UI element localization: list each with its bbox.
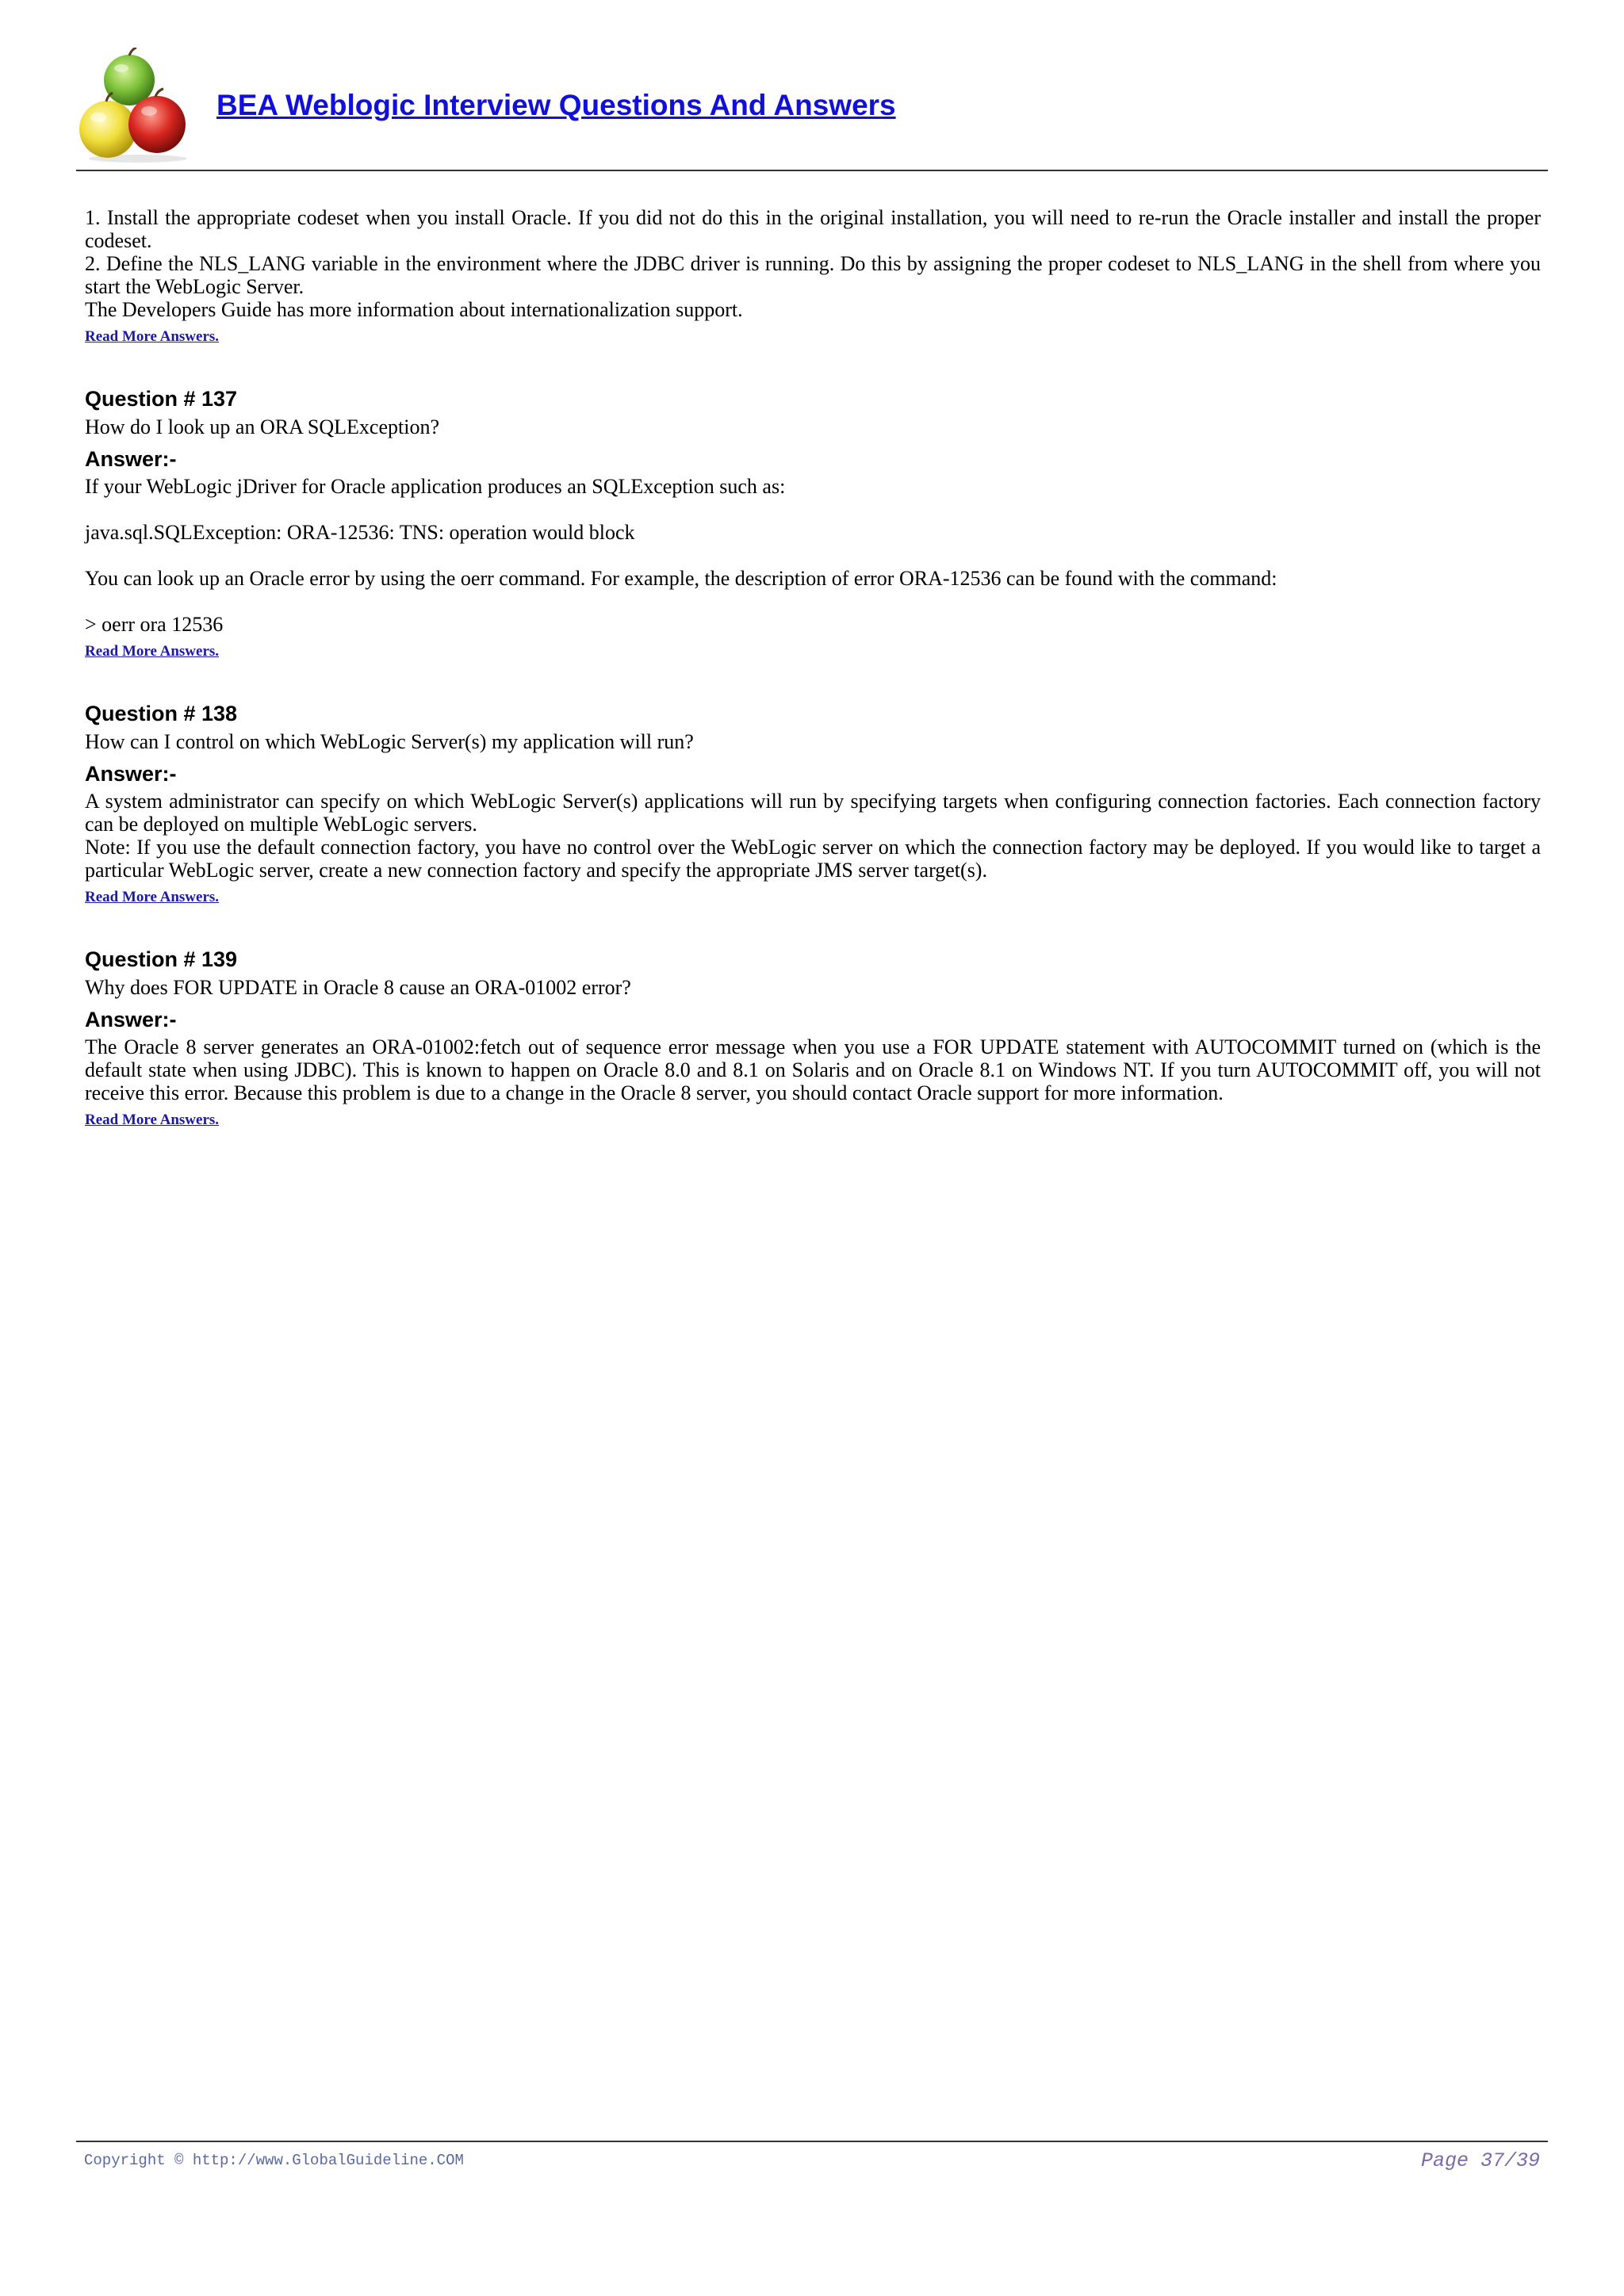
intro-paragraph-1: 1. Install the appropriate codeset when you install Oracle. If you did not do this in the original installation, you will need to re-run the Oracle installer and install the proper codeset. <box>85 206 1541 252</box>
question-text: How can I control on which WebLogic Server(s) my application will run? <box>85 730 694 753</box>
question-text: Why does FOR UPDATE in Oracle 8 cause an ORA-01002 error? <box>85 976 631 999</box>
read-more-link[interactable]: Read More Answers. <box>85 889 220 905</box>
apples-logo-icon <box>76 48 195 163</box>
read-more-link[interactable]: Read More Answers. <box>85 1112 220 1128</box>
read-more-link[interactable]: Read More Answers. <box>85 328 220 345</box>
answer-label: Answer:- <box>85 1008 177 1031</box>
question-title: Question # 139 <box>85 947 238 971</box>
intro-paragraph-2: 2. Define the NLS_LANG variable in the environment where the JDBC driver is running. Do this by assigning the proper codeset to NLS_LANG in the shell from where you start the WebLogic Server. <box>85 252 1541 298</box>
answer-paragraph: You can look up an Oracle error by using the oerr command. For example, the description of error ORA-12536 can be found with the command: <box>85 567 1277 590</box>
page-header <box>76 48 1548 171</box>
question-title: Question # 138 <box>85 702 238 725</box>
answer-paragraph: java.sql.SQLException: ORA-12536: TNS: operation would block <box>85 521 635 544</box>
page-content <box>85 206 1541 1129</box>
question-title: Question # 137 <box>85 387 238 411</box>
page-number: Page 37/39 <box>1420 2149 1540 2172</box>
copyright-text: Copyright © http://www.GlobalGuideline.COM <box>84 2152 464 2169</box>
site-title-link[interactable]: BEA Weblogic Interview Questions And Answers <box>216 89 896 121</box>
read-more-link[interactable]: Read More Answers. <box>85 643 220 660</box>
answer-label: Answer:- <box>85 447 177 471</box>
answer-paragraph: Note: If you use the default connection factory, you have no control over the WebLogic server on which the connection factory may be deployed. If you would like to target a particular WebLogic server, create a new connection factory and specify the appropriate JMS server target(s). <box>85 836 1541 882</box>
question-block-139 <box>85 947 1541 1129</box>
answer-paragraph: > oerr ora 12536 <box>85 613 224 636</box>
question-block-137 <box>85 387 1541 660</box>
answer-label: Answer:- <box>85 762 177 786</box>
answer-paragraph: A system administrator can specify on which WebLogic Server(s) applications will run by specifying targets when configuring connection factories. Each connection factory can be deployed on multiple WebLogic servers. <box>85 790 1541 836</box>
intro-answer <box>85 206 1541 346</box>
intro-paragraph-3: The Developers Guide has more information about internationalization support. <box>85 298 743 321</box>
answer-paragraph: If your WebLogic jDriver for Oracle application produces an SQLException such as: <box>85 475 786 498</box>
question-text: How do I look up an ORA SQLException? <box>85 415 440 438</box>
answer-paragraph: The Oracle 8 server generates an ORA-01002:fetch out of sequence error message when you use a FOR UPDATE statement with AUTOCOMMIT turned on (which is the default state when using JDBC). This is known to happen on Oracle 8.0 and 8.1 on Solaris and on Oracle 8.1 on Windows NT. If you turn AUTOCOMMIT off, you will not receive this error. Because this problem is due to a change in the Oracle 8 server, you should contact Oracle support for more information. <box>85 1035 1541 1104</box>
question-block-138 <box>85 702 1541 906</box>
page-footer <box>76 2141 1548 2172</box>
